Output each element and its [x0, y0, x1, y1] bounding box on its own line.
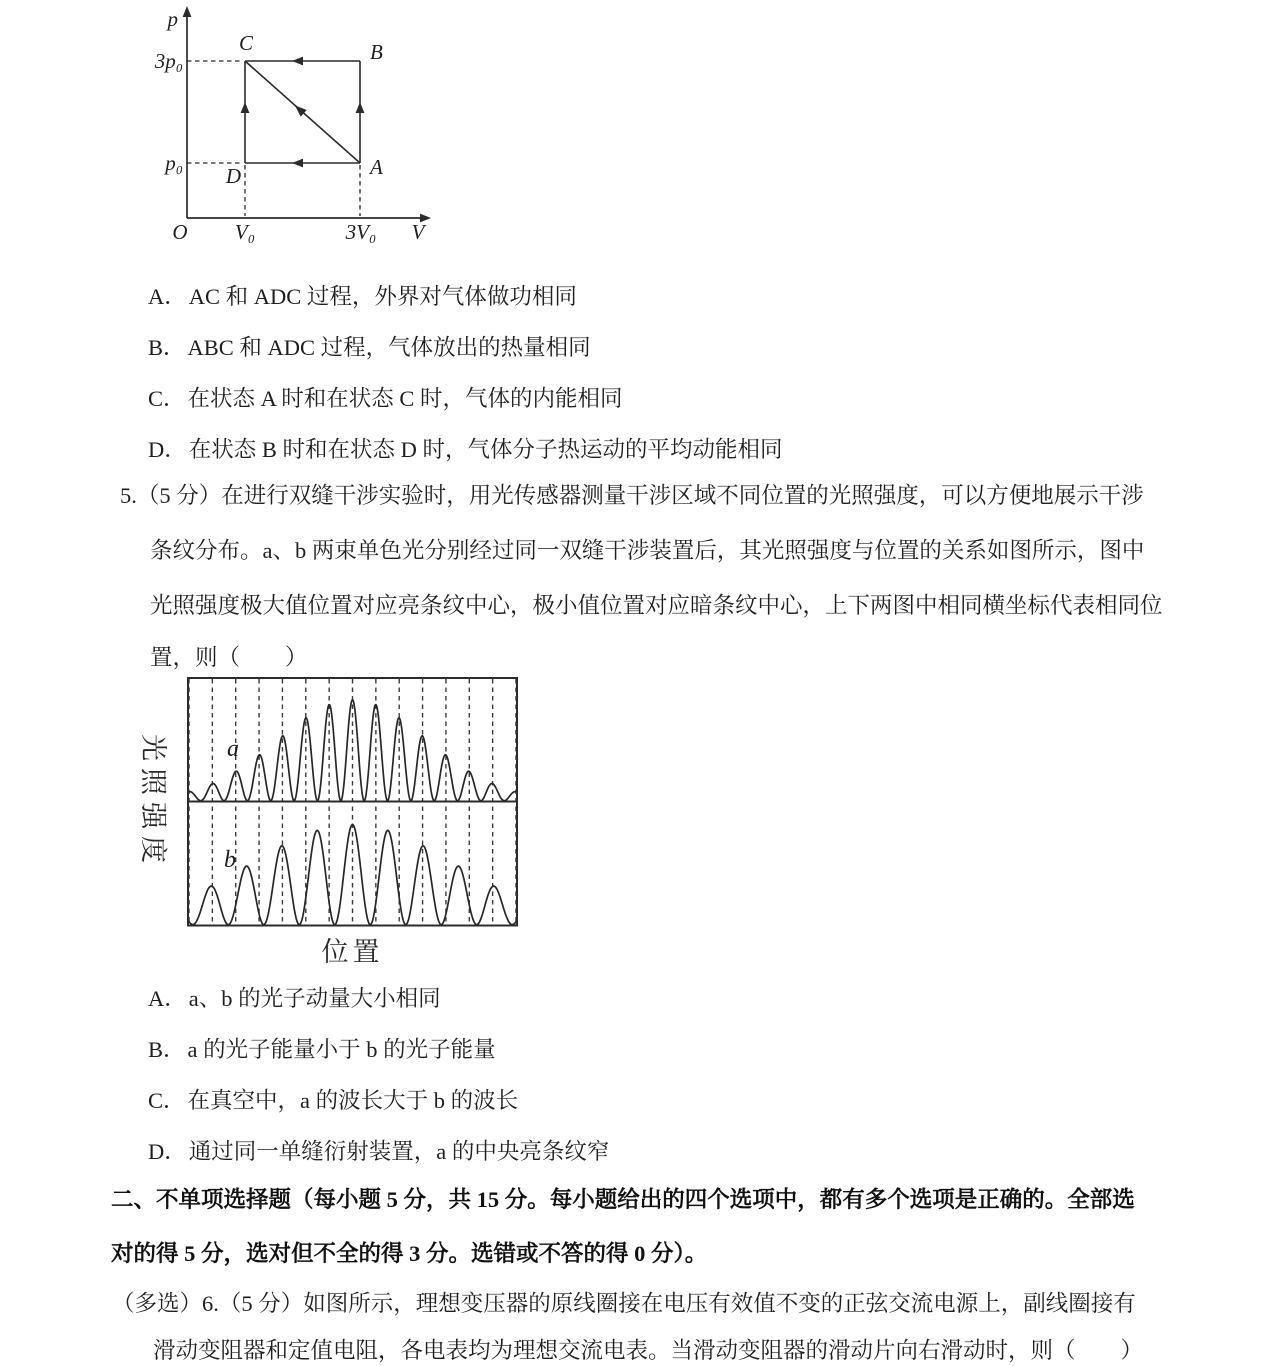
option-separator: ． [163, 1037, 186, 1062]
option-separator: ． [163, 386, 186, 411]
option-separator: ． [164, 1139, 187, 1164]
option-separator: ． [164, 986, 187, 1011]
q5-stem-line-1: 5.（5 分）在进行双缝干涉实验时，用光传感器测量干涉区域不同位置的光照强度，可以方便地展示干涉 [120, 483, 1144, 508]
q5-stem-line-3: 光照强度极大值位置对应亮条纹中心，极小值位置对应暗条纹中心，上下两图中相同横坐标代表相同位 [150, 593, 1163, 618]
q4-option-d [148, 435, 783, 465]
pv-label-p0: p₀ [165, 151, 183, 175]
option-label: B [148, 335, 164, 360]
pv-label-v0: V₀ [234, 220, 256, 244]
q6-stem-line-2: 滑动变阻器和定值电阻，各电表均为理想交流电表。当滑动变阻器的滑动片向右滑动时，则（ ） [153, 1338, 1144, 1363]
option-text: ABC 和 ADC 过程，气体放出的热量相同 [187, 335, 591, 360]
pv-diagram [140, 4, 440, 252]
option-text: AC 和 ADC 过程，外界对气体做功相同 [188, 284, 577, 309]
option-separator: ． [164, 437, 187, 462]
curve-a-label: a [227, 736, 239, 762]
q4-option-a [148, 282, 577, 312]
option-label: A [148, 284, 165, 309]
option-separator: ． [164, 284, 187, 309]
interference-figure [138, 677, 518, 967]
option-text: a、b 的光子动量大小相同 [188, 986, 441, 1011]
q6-stem-line-1: （多选）6.（5 分）如图所示，理想变压器的原线圈接在电压有效值不变的正弦交流电源上，副线圈接有 [112, 1291, 1136, 1316]
curve-b-label: b [224, 847, 236, 873]
pv-label-V: V [411, 220, 425, 244]
pv-label-3p0: 3p₀ [154, 49, 183, 73]
pv-y-axis-arrow-icon [183, 6, 192, 17]
option-label: C [148, 1088, 164, 1113]
pv-label-origin: O [172, 220, 188, 244]
section2-header-line-1: 二、不单项选择题（每小题 5 分，共 15 分。每小题给出的四个选项中，都有多个选项是正确的。全部选 [111, 1187, 1135, 1212]
pv-arrow-AB-icon [356, 102, 365, 113]
q4-option-b [148, 333, 591, 363]
pv-point-A-label: A [370, 155, 383, 179]
q5-option-b [148, 1035, 496, 1065]
x-axis-label: 位置 [321, 937, 384, 967]
q5-option-c [148, 1086, 518, 1116]
q5-option-a [148, 984, 441, 1014]
pv-point-C-label: C [238, 31, 254, 55]
option-text: 在状态 A 时和在状态 C 时，气体的内能相同 [187, 386, 623, 411]
y-axis-label: 光照强度 [138, 734, 168, 870]
pv-arrow-DC-icon [241, 102, 250, 113]
option-label: D [148, 1139, 165, 1164]
option-text: a 的光子能量小于 b 的光子能量 [187, 1037, 496, 1062]
q5-stem-line-2: 条纹分布。a、b 两束单色光分别经过同一双缝干涉装置后，其光照强度与位置的关系如图所示，图中 [150, 538, 1145, 563]
q4-option-c [148, 384, 623, 414]
option-separator: ． [163, 335, 186, 360]
section2-header-line-2: 对的得 5 分，选对但不全的得 3 分。选错或不答的得 0 分）。 [111, 1241, 708, 1266]
pv-arrow-AD-icon [292, 159, 303, 168]
option-text: 在状态 B 时和在状态 D 时，气体分子热运动的平均动能相同 [188, 437, 783, 462]
pv-label-p: p [167, 7, 178, 31]
interference-plot [187, 677, 518, 927]
option-label: B [148, 1037, 164, 1062]
pv-point-B-label: B [370, 40, 383, 64]
pv-label-3v0: 3V₀ [345, 220, 377, 244]
pv-arrow-BC-icon [292, 57, 303, 66]
option-label: A [148, 986, 165, 1011]
option-separator: ． [163, 1088, 186, 1113]
option-label: C [148, 386, 164, 411]
q5-option-d [148, 1137, 609, 1167]
option-text: 在真空中，a 的波长大于 b 的波长 [187, 1088, 519, 1113]
option-text: 通过同一单缝衍射装置，a 的中央亮条纹窄 [188, 1139, 610, 1164]
option-label: D [148, 437, 165, 462]
pv-point-D-label: D [225, 164, 241, 188]
q5-stem-line-4: 置，则（ ） [150, 645, 308, 670]
